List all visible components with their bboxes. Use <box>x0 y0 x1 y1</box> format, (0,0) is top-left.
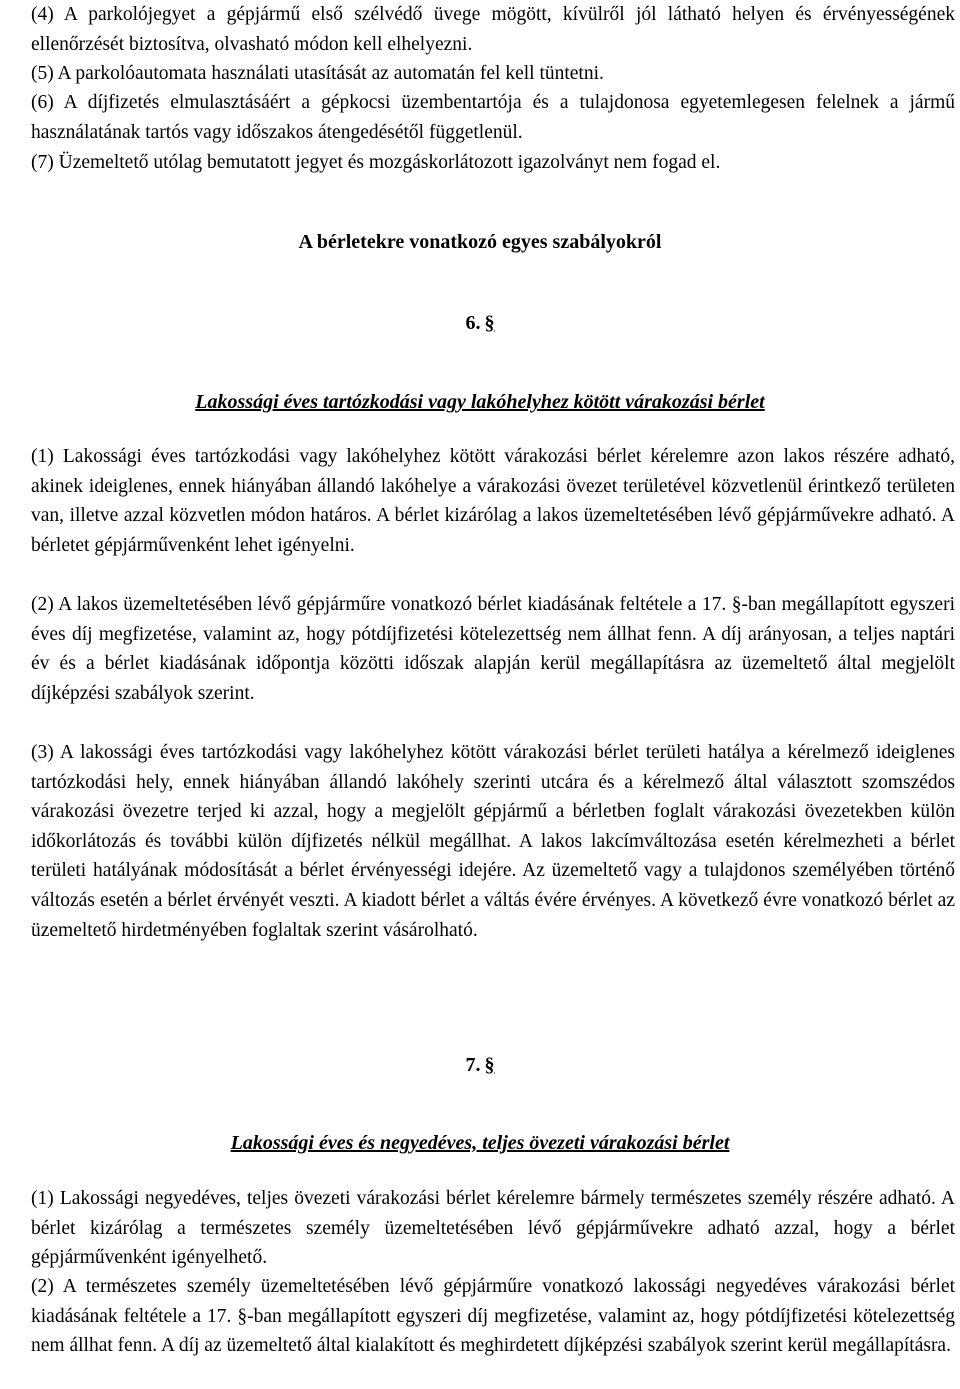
section-symbol: § <box>484 1054 495 1076</box>
section-6-title: Lakossági éves tartózkodási vagy lakóhelyhez kötött várakozási bérlet <box>195 391 765 413</box>
section-7-number <box>0 1051 960 1079</box>
section-6-number <box>0 309 960 337</box>
section-6-paragraph-1: (1) Lakossági éves tartózkodási vagy lakóhelyhez kötött várakozási bérlet kérelemre azon lakos részére adható, akinek ideiglenes, ennek hiányában állandó lakóhelye a várakozási övezet területével közvetlenül érintkező területen van, illetve azzal közvetlen módon határos. A bérlet kizárólag a lakos üzemeltetésében lévő gépjárművekre adható. A bérletet gépjárművenként lehet igényelni. <box>31 446 955 556</box>
section-6-paragraph-2: (2) A lakos üzemeltetésében lévő gépjárműre vonatkozó bérlet kiadásának feltétele a 17. §-ban megállapított egyszeri éves díj megfizetése, valamint az, hogy pótdíjfizetési kötelezettség nem állhat fenn. A díj arányosan, a teljes naptári év és a bérlet kiadásának időpontja közötti időszak alapján kerül megállapításra az üzemeltető által megjelölt díjképzési szabályok szerint. <box>31 594 955 704</box>
paragraph-5: (5) A parkolóautomata használati utasítását az automatán fel kell tüntetni. <box>31 63 604 84</box>
section-6-paragraph-3: (3) A lakossági éves tartózkodási vagy lakóhelyhez kötött várakozási bérlet területi hatálya a kérelmező ideiglenes tartózkodási hely, ennek hiányában állandó lakóhely szerinti utcára és a kérelmező által választott szomszédos várakozási övezetre terjed ki azzal, hogy a megjelölt gépjármű a bérletben foglalt várakozási övezetekben külön időkorlátozás és további külön díjfizetés nélkül megállhat. A lakos lakcímváltozása esetén kérelmezheti a bérlet területi hatályának módosítását a bérlet érvényességi idejére. Az üzemeltető vagy a tulajdonos személyében történő változás esetén a bérlet érvényét veszti. A kiadott bérlet a váltás évére érvényes. A következő évre vonatkozó bérlet az üzemeltető hirdetményében foglaltak szerint vásárolható. <box>31 742 955 941</box>
section-6-number-text: 6. <box>465 312 481 334</box>
paragraph-6: (6) A díjfizetés elmulasztásáért a gépkocsi üzembentartója és a tulajdonosa egyetemlegesen felelnek a jármű használatának tartós vagy időszakos átengedésétől függetlenül. <box>31 92 955 143</box>
section-7-paragraph-1: (1) Lakossági negyedéves, teljes övezeti várakozási bérlet kérelemre bármely természetes személy részére adható. A bérlet kizárólag a természetes személy üzemeltetésében lévő gépjárművekre adható azzal, hogy a bérlet gépjárművenként igényelhető. <box>31 1188 955 1269</box>
section-7-number-text: 7. <box>465 1054 481 1076</box>
section-7-title: Lakossági éves és negyedéves, teljes övezeti várakozási bérlet <box>230 1132 730 1154</box>
section-7-paragraph-2: (2) A természetes személy üzemeltetésében lévő gépjárműre vonatkozó lakossági negyedéves várakozási bérlet kiadásának feltétele a 17. §-ban megállapított egyszeri díj megfizetése, valamint az, hogy pótdíjfizetési kötelezettség nem állhat fenn. A díj az üzemeltető által kialakított és meghirdetett díjképzési szabályok szerint kerül megállapításra. <box>31 1276 955 1357</box>
paragraph-7: (7) Üzemeltető utólag bemutatott jegyet és mozgáskorlátozott igazolványt nem fogad el. <box>31 152 721 173</box>
section-symbol: § <box>484 312 495 334</box>
chapter-heading: A bérletekre vonatkozó egyes szabályokról <box>298 231 662 253</box>
paragraph-4: (4) A parkolójegyet a gépjármű első szélvédő üvege mögött, kívülről jól látható helyen és érvényességének ellenőrzését biztosítva, olvasható módon kell elhelyezni. <box>31 4 955 55</box>
